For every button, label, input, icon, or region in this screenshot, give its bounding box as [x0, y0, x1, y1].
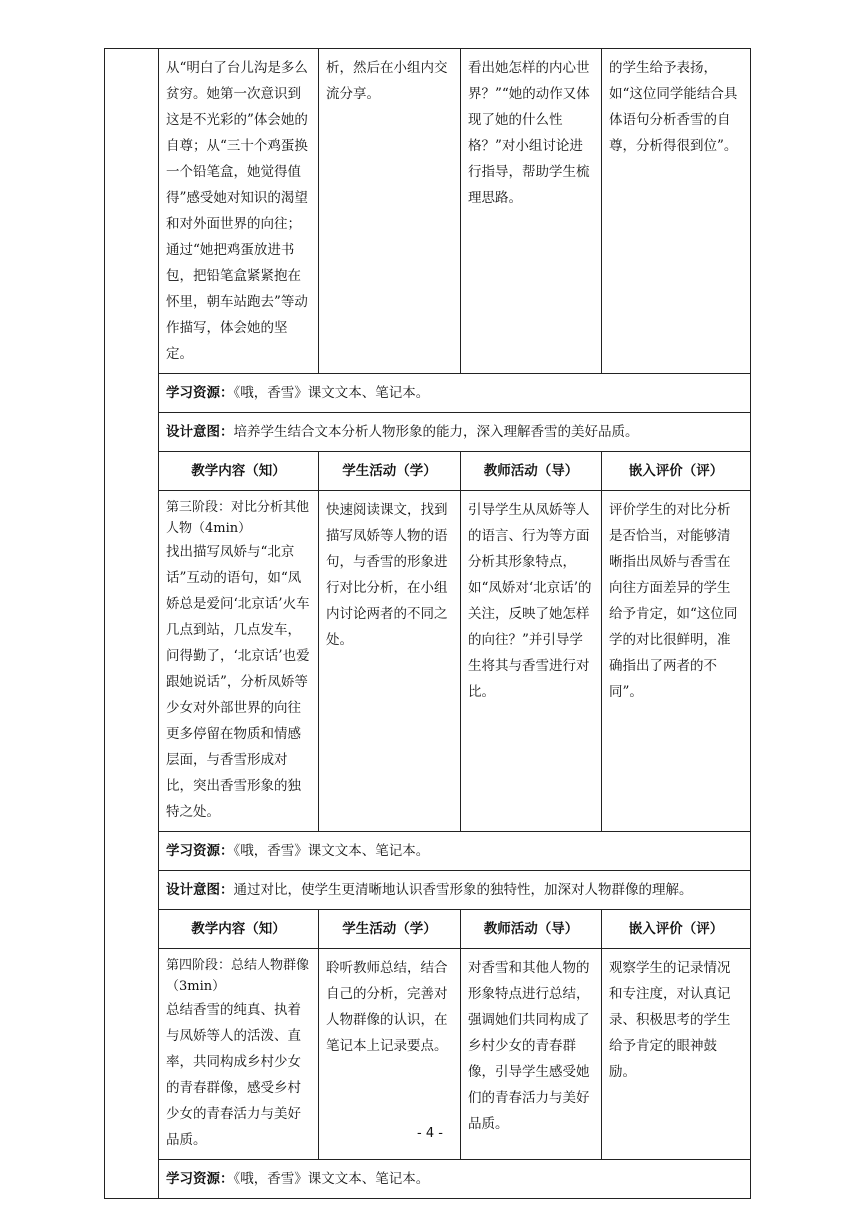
- intent-cell-2: [159, 871, 751, 910]
- resources-text-3: 《哦，香雪》课文文本、笔记本。: [233, 1171, 430, 1187]
- stage3-content-cell: [159, 491, 319, 832]
- stage2-teacher-cell: [461, 49, 602, 374]
- stage3-row: [105, 491, 751, 832]
- lesson-plan-table: [104, 48, 751, 1199]
- resources-row-3: [105, 1160, 751, 1199]
- stage2-student-cell: [319, 49, 461, 374]
- intent-row-2: [105, 871, 751, 910]
- resources-cell-3: [159, 1160, 751, 1199]
- stage2-student-text: 析，然后在小组内交流分享。: [326, 60, 448, 102]
- intent-row-1: [105, 413, 751, 452]
- intent-label-2: 设计意图：: [166, 882, 234, 898]
- header-student-2: 学生活动（学）: [319, 910, 461, 949]
- stage3-teacher-text: 引导学生从凤娇等人的语言、行为等方面分析其形象特点，如“凤娇对‘北京话’的关注，反映了她怎样的向往？”并引导学生将其与香雪进行对比。: [468, 502, 592, 700]
- header-teacher-2: 教师活动（导）: [461, 910, 602, 949]
- resources-cell-1: [159, 374, 751, 413]
- header-student-1: 学生活动（学）: [319, 452, 461, 491]
- resources-text-2: 《哦，香雪》课文文本、笔记本。: [233, 843, 430, 859]
- resources-row-1: [105, 374, 751, 413]
- stage2-teacher-text: 看出她怎样的内心世界？”“她的动作又体现了她的什么性格？”对小组讨论进行指导，帮助学生梳理思路。: [468, 60, 590, 206]
- stage3-teacher-cell: [461, 491, 602, 832]
- resources-label-2: 学习资源：: [166, 843, 234, 859]
- stage2-eval-text: 的学生给予表扬，如“这位同学能结合具体语句分析香雪的自尊，分析得很到位”。: [609, 60, 738, 154]
- header-row-1: [105, 452, 751, 491]
- stage2-content-text: 从“明白了台儿沟是多么贫穷。她第一次意识到这是不光彩的”体会她的自尊；从“三十个鸡蛋换一个铅笔盒，她觉得值得”感受她对知识的渴望和对外面世界的向往；通过“她把鸡蛋放进书包，把铅笔盒紧紧抱在怀里，朝车站跑去”等动作描写，体会她的坚定。: [166, 60, 308, 362]
- stage3-title: 第三阶段：对比分析其他人物（4min）: [166, 500, 310, 536]
- page-number: - 4 -: [417, 1126, 443, 1141]
- stage3-student-text: 快速阅读课文，找到描写凤娇等人物的语句，与香雪的形象进行对比分析，在小组内讨论两者的不同之处。: [326, 502, 448, 648]
- stage3-eval-text: 评价学生的对比分析是否恰当，对能够清晰指出凤娇与香雪在向往方面差异的学生给予肯定，如“这位同学的对比很鲜明，准确指出了两者的不同”。: [609, 502, 738, 700]
- intent-text-1: 培养学生结合文本分析人物形象的能力，深入理解香雪的美好品质。: [233, 424, 639, 440]
- intent-text-2: 通过对比，使学生更清晰地认识香雪形象的独特性，加深对人物群像的理解。: [233, 882, 693, 898]
- stage4-content-text: 总结香雪的纯真、执着与凤娇等人的活泼、直率，共同构成乡村少女的青春群像，感受乡村少女的青春活力与美好品质。: [166, 1002, 301, 1148]
- stage4-teacher-text: 对香雪和其他人物的形象特点进行总结，强调她们共同构成了乡村少女的青春群像，引导学生感受她们的青春活力与美好品质。: [468, 960, 590, 1132]
- header-content-2: 教学内容（知）: [159, 910, 319, 949]
- stage2-content-cell: [159, 49, 319, 374]
- stage2-continuation-row: [105, 49, 751, 374]
- stage4-eval-text: 观察学生的记录情况和专注度，对认真记录、积极思考的学生给予肯定的眼神鼓励。: [609, 960, 731, 1080]
- resources-label-1: 学习资源：: [166, 385, 234, 401]
- resources-text-1: 《哦，香雪》课文文本、笔记本。: [233, 385, 430, 401]
- stage4-title: 第四阶段：总结人物群像（3min）: [166, 958, 310, 994]
- header-row-2: [105, 910, 751, 949]
- stage3-student-cell: [319, 491, 461, 832]
- intent-label-1: 设计意图：: [166, 424, 234, 440]
- header-eval-2: 嵌入评价（评）: [602, 910, 751, 949]
- resources-row-2: [105, 832, 751, 871]
- stage4-student-text: 聆听教师总结，结合自己的分析，完善对人物群像的认识，在笔记本上记录要点。: [326, 960, 448, 1054]
- stage3-content-text: 找出描写凤娇与“北京话”互动的语句，如“凤娇总是爱问‘北京话’火车几点到站，几点发车，问得勤了，‘北京话’也爱跟她说话”，分析凤娇等少女对外部世界的向往更多停留在物质和情感层面，与香雪形成对比，突出香雪形象的独特之处。: [166, 544, 310, 820]
- stage2-eval-cell: [602, 49, 751, 374]
- resources-cell-2: [159, 832, 751, 871]
- header-eval-1: 嵌入评价（评）: [602, 452, 751, 491]
- resources-label-3: 学习资源：: [166, 1171, 234, 1187]
- stage3-eval-cell: [602, 491, 751, 832]
- header-content-1: 教学内容（知）: [159, 452, 319, 491]
- side-column: [105, 49, 159, 1199]
- intent-cell-1: [159, 413, 751, 452]
- header-teacher-1: 教师活动（导）: [461, 452, 602, 491]
